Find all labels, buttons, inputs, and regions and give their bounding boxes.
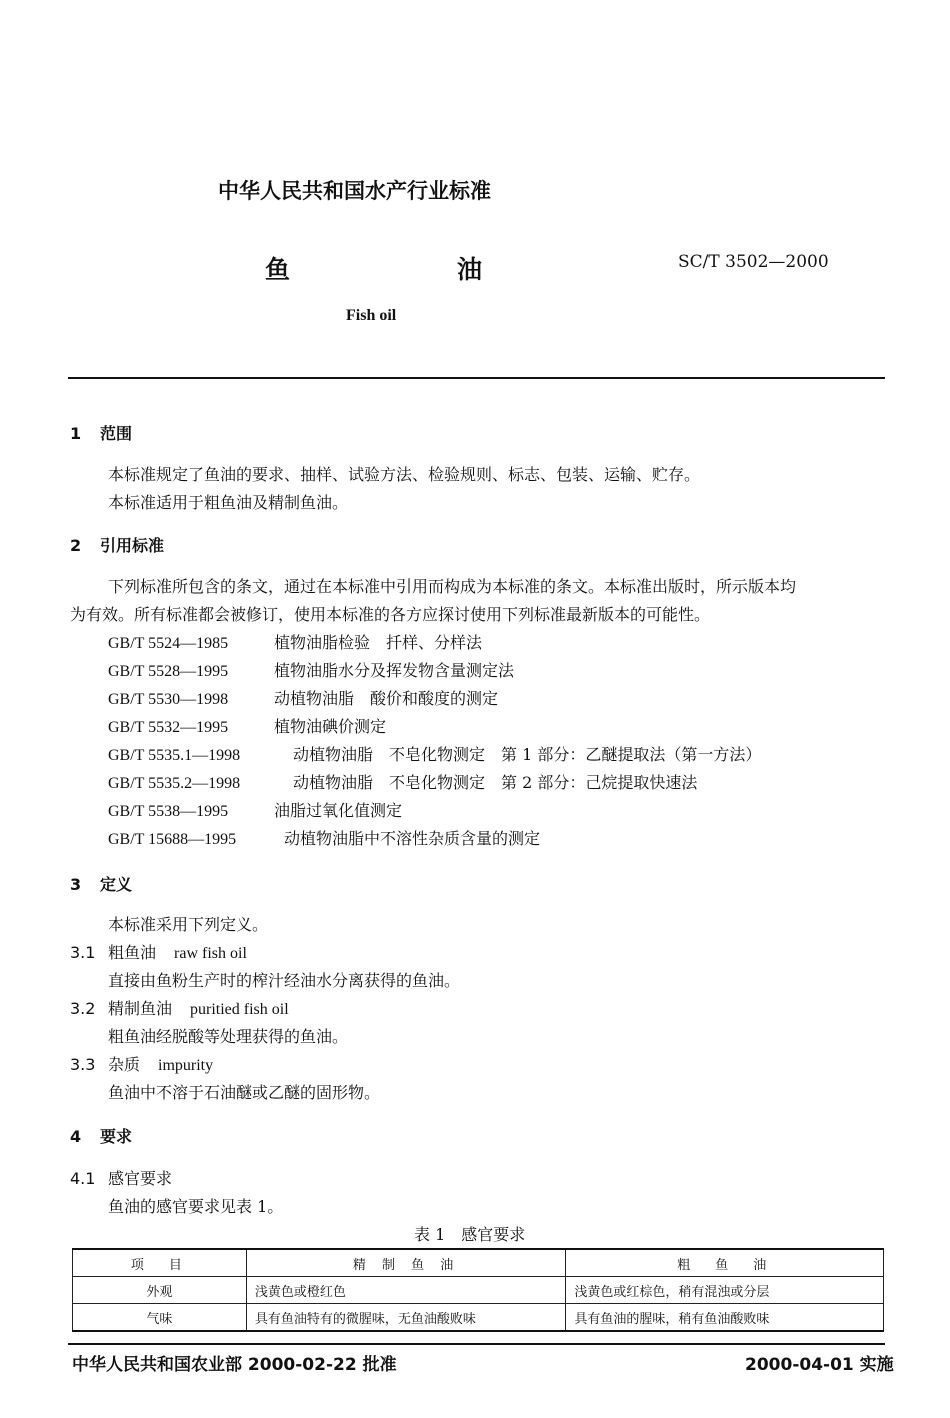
table-row [73, 1304, 884, 1332]
reference-item [108, 798, 402, 821]
paragraph: 本标准采用下列定义。 [108, 915, 269, 934]
table-cell: 浅黄色或红棕色，稍有混浊或分层 [566, 1277, 884, 1304]
table-cell: 浅黄色或橙红色 [246, 1277, 566, 1304]
paragraph: 下列标准所包含的条文，通过在本标准中引用而构成为本标准的条文。本标准出版时，所示版本均 [108, 577, 797, 596]
definition-number: 3.3 [70, 1055, 96, 1074]
definition-term-en: puritied fish oil [190, 1001, 289, 1018]
reference-title: 植物油碘价测定 [274, 717, 387, 736]
section-number: 2 [70, 536, 82, 555]
subsection-4-1-heading [70, 1166, 172, 1189]
reference-code: GB/T 5535.1—1998 [108, 747, 241, 764]
table-header-row [73, 1249, 884, 1277]
definition-number: 3.2 [70, 999, 96, 1018]
definition-heading [70, 1052, 213, 1075]
reference-title: 动植物油脂中不溶性杂质含量的测定 [284, 829, 541, 848]
definition-text: 鱼油中不溶于石油醚或乙醚的固形物。 [108, 1083, 381, 1102]
table-cell: 具有鱼油特有的微腥味，无鱼油酸败味 [246, 1304, 566, 1332]
table-row [73, 1277, 884, 1304]
section-number: 3 [70, 875, 82, 894]
paragraph: 鱼油的感官要求见表 1。 [108, 1197, 284, 1216]
column-header: 粗 鱼 油 [566, 1249, 884, 1277]
reference-title: 动植物油脂 酸价和酸度的测定 [274, 689, 499, 708]
table-cell: 具有鱼油的腥味，稍有鱼油酸败味 [566, 1304, 884, 1332]
reference-item [108, 714, 386, 737]
table-caption: 表 1 感官要求 [414, 1225, 526, 1244]
section-number: 4 [70, 1127, 82, 1146]
subsection-number: 4.1 [70, 1169, 96, 1188]
implementation-date: 2000-04-01 实施 [745, 1355, 894, 1375]
reference-title: 植物油脂检验 扦样、分样法 [274, 633, 483, 652]
issuing-org-title: 中华人民共和国水产行业标准 [218, 179, 491, 203]
definition-term-en: raw fish oil [174, 945, 247, 962]
subsection-title: 感官要求 [108, 1169, 173, 1188]
reference-code: GB/T 15688—1995 [108, 831, 237, 848]
definition-number: 3.1 [70, 943, 96, 962]
definition-text: 直接由鱼粉生产时的榨汁经油水分离获得的鱼油。 [108, 971, 461, 990]
column-header: 精 制 鱼 油 [246, 1249, 566, 1277]
reference-item [108, 742, 761, 765]
sensory-requirements-table [72, 1248, 884, 1332]
section-title: 定义 [100, 875, 133, 894]
section-2-heading [70, 533, 164, 556]
standard-number: SC/T 3502—2000 [678, 252, 829, 272]
reference-item [108, 826, 540, 849]
reference-item [108, 658, 514, 681]
definition-term: 粗鱼油 [108, 943, 157, 962]
approval-statement: 中华人民共和国农业部 2000-02-22 批准 [72, 1355, 397, 1375]
section-title: 范围 [100, 424, 133, 443]
title-zh-char-2: 油 [457, 255, 483, 284]
bottom-divider [68, 1343, 885, 1345]
table-cell: 外观 [73, 1277, 247, 1304]
reference-title: 动植物油脂 不皂化物测定 第 2 部分：己烷提取快速法 [293, 773, 698, 792]
top-divider [68, 377, 885, 379]
paragraph: 为有效。所有标准都会被修订，使用本标准的各方应探讨使用下列标准最新版本的可能性。 [70, 605, 711, 624]
reference-code: GB/T 5538—1995 [108, 803, 229, 820]
definition-term: 杂质 [108, 1055, 141, 1074]
reference-item [108, 630, 482, 653]
section-number: 1 [70, 424, 82, 443]
paragraph: 本标准规定了鱼油的要求、抽样、试验方法、检验规则、标志、包装、运输、贮存。 [108, 465, 701, 484]
reference-code: GB/T 5532—1995 [108, 719, 229, 736]
section-title: 引用标准 [100, 536, 165, 555]
reference-item [108, 686, 498, 709]
definition-term: 精制鱼油 [108, 999, 173, 1018]
section-1-heading [70, 421, 132, 444]
definition-term-en: impurity [158, 1057, 214, 1074]
reference-code: GB/T 5528—1995 [108, 663, 229, 680]
title-zh-char-1: 鱼 [265, 255, 291, 284]
reference-item [108, 770, 697, 793]
reference-code: GB/T 5530—1998 [108, 691, 229, 708]
column-header: 项 目 [73, 1249, 247, 1277]
section-title: 要求 [100, 1127, 133, 1146]
title-english: Fish oil [346, 307, 397, 324]
reference-title: 动植物油脂 不皂化物测定 第 1 部分：乙醚提取法（第一方法） [293, 745, 762, 764]
definition-heading [70, 940, 247, 963]
definition-heading [70, 996, 289, 1019]
reference-code: GB/T 5524—1985 [108, 635, 229, 652]
reference-code: GB/T 5535.2—1998 [108, 775, 241, 792]
table-cell: 气味 [73, 1304, 247, 1332]
paragraph: 本标准适用于粗鱼油及精制鱼油。 [108, 493, 349, 512]
definition-text: 粗鱼油经脱酸等处理获得的鱼油。 [108, 1027, 349, 1046]
section-3-heading [70, 872, 132, 895]
reference-title: 植物油脂水分及挥发物含量测定法 [274, 661, 515, 680]
reference-title: 油脂过氧化值测定 [274, 801, 403, 820]
section-4-heading [70, 1124, 132, 1147]
